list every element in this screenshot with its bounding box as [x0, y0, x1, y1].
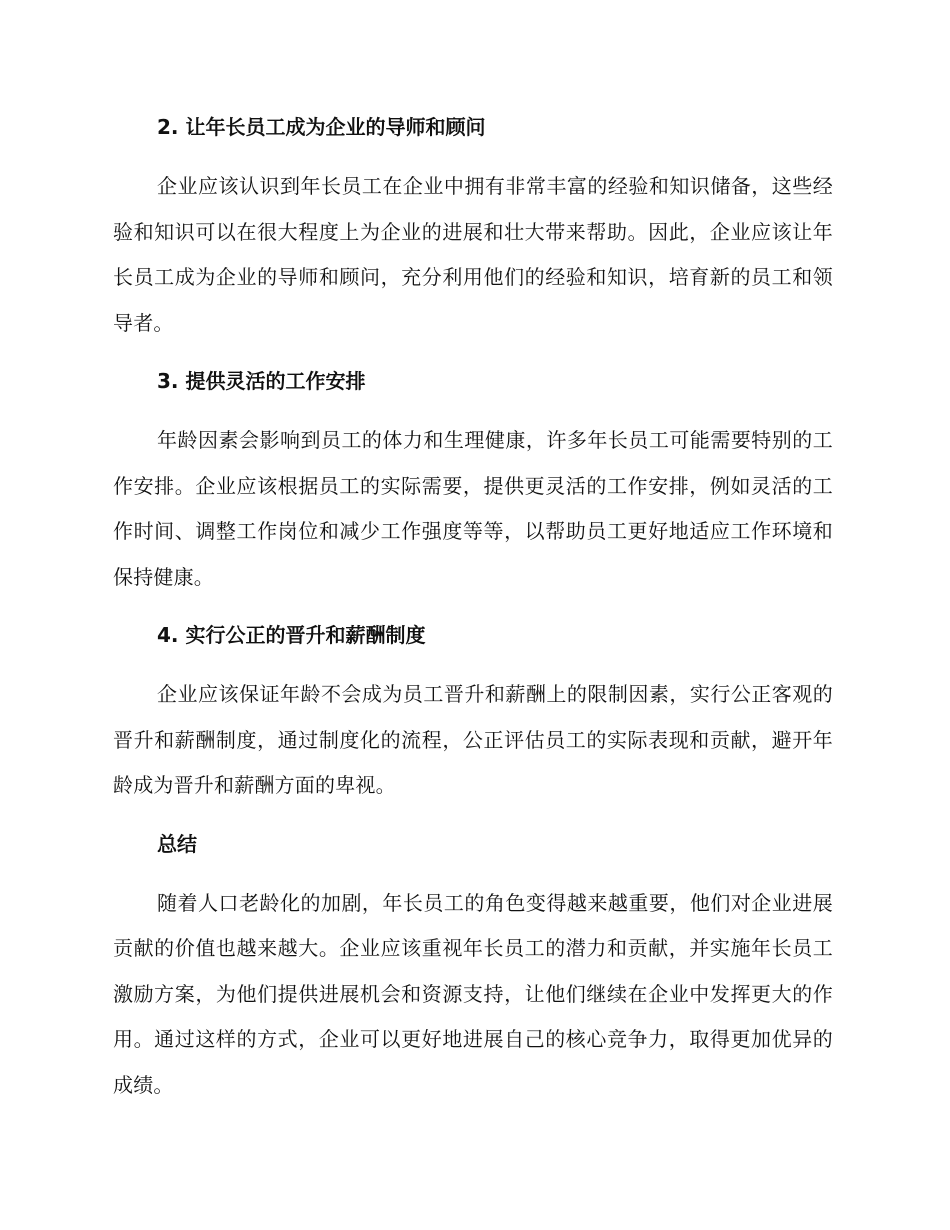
section-paragraph-summary: 随着人口老龄化的加剧，年长员工的角色变得越来越重要，他们对企业进展贡献的价值也越来越大。企业应该重视年长员工的潜力和贡献，并实施年长员工激励方案，为他们提供进展机会和资源支持，让他们继续在企业中发挥更大的作用。通过这样的方式，企业可以更好地进展自己的核心竞争力，取得更加优异的成绩。	[113, 890, 833, 1097]
section-heading-summary: 总结	[157, 831, 197, 856]
section-paragraph-mentor: 企业应该认识到年长员工在企业中拥有非常丰富的经验和知识储备，这些经验和知识可以在很大程度上为企业的进展和壮大带来帮助。因此，企业应该让年长员工成为企业的导师和顾问，充分利用他们的经验和知识，培育新的员工和领导者。	[113, 174, 833, 335]
section-heading-mentor: 2. 让年长员工成为企业的导师和顾问	[157, 115, 486, 139]
section-paragraph-promotion-pay: 企业应该保证年龄不会成为员工晋升和薪酬上的限制因素，实行公正客观的晋升和薪酬制度，通过制度化的流程，公正评估员工的实际表现和贡献，避开年龄成为晋升和薪酬方面的卑视。	[113, 682, 833, 797]
section-heading-promotion-pay: 4. 实行公正的晋升和薪酬制度	[157, 623, 426, 647]
document-body	[113, 112, 833, 1128]
section-paragraph-flexible-work: 年龄因素会影响到员工的体力和生理健康，许多年长员工可能需要特别的工作安排。企业应该根据员工的实际需要，提供更灵活的工作安排，例如灵活的工作时间、调整工作岗位和减少工作强度等等，以帮助员工更好地适应工作环境和保持健康。	[113, 428, 833, 589]
section-heading-flexible-work: 3. 提供灵活的工作安排	[157, 369, 366, 393]
